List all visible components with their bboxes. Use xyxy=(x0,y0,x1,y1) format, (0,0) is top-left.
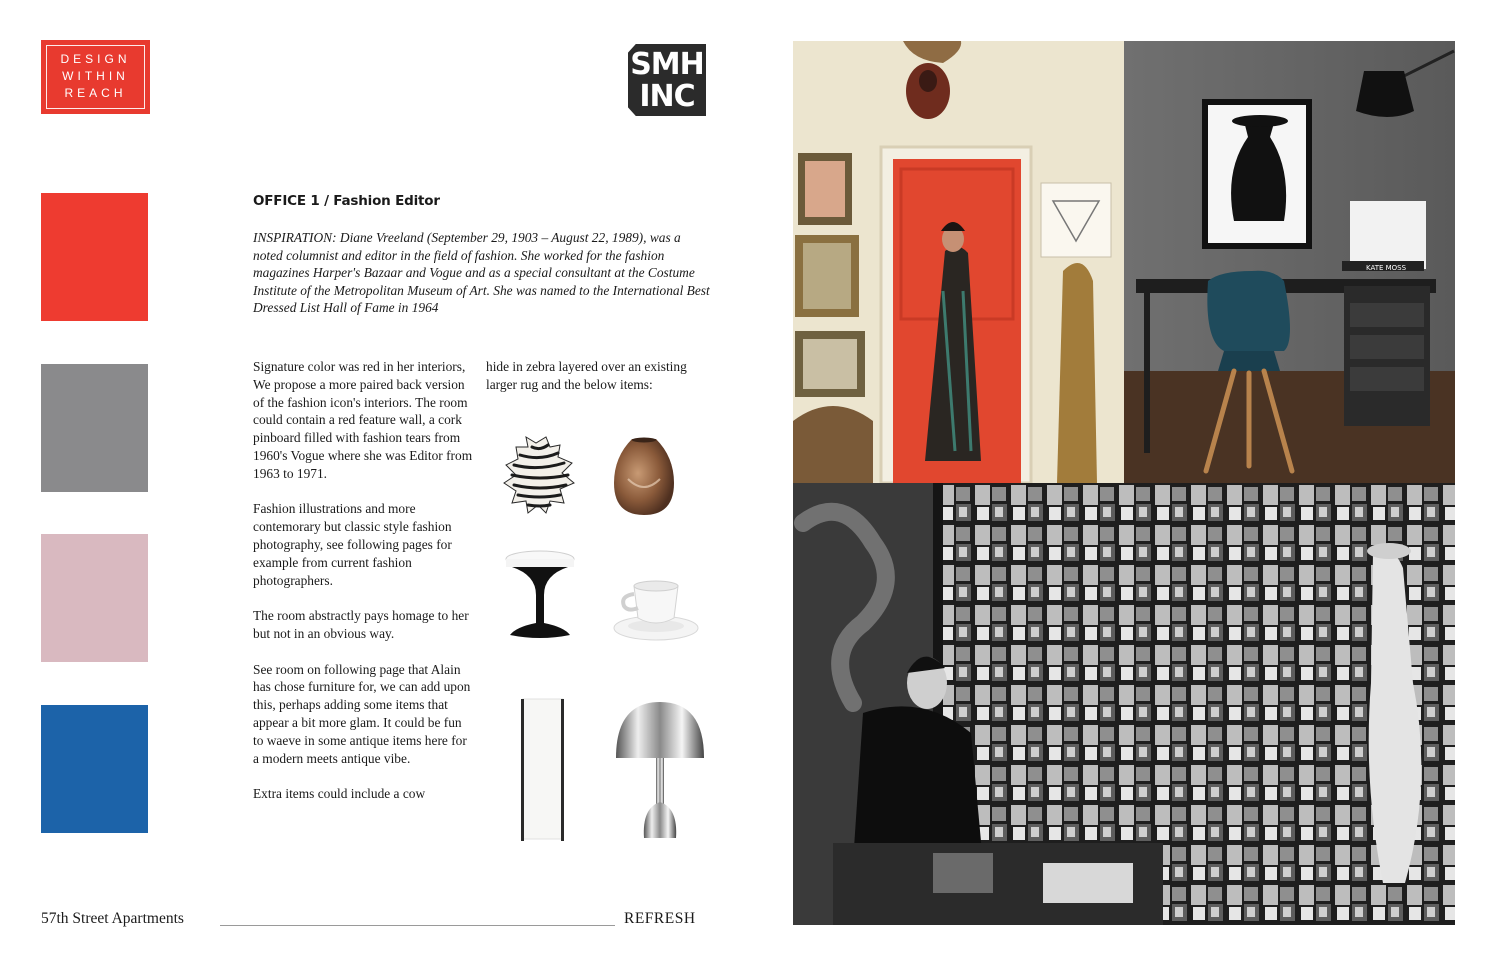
red-door-portrait-illustration xyxy=(793,41,1124,483)
swatch-pink xyxy=(41,534,148,662)
zebra-rug-icon xyxy=(502,433,578,517)
body-column-left xyxy=(253,358,475,821)
logo-line-1: DESIGN xyxy=(60,52,131,66)
chrome-lamp-icon xyxy=(612,698,708,844)
body-column-right xyxy=(486,358,708,411)
inspiration-text: INSPIRATION: Diane Vreeland (September 29, 1903 – August 22, 1989), was a noted columnist and editor in the field of fashion. She worked for the fashion magazines Harper's Bazaar and Vogue and as a special consultant at the Costume Institute of the Metropolitan Museum of Art. She was named to the International Best Dressed List Hall of Fame in 1964 xyxy=(253,230,710,316)
swatch-blue xyxy=(41,705,148,833)
design-within-reach-logo xyxy=(41,40,150,114)
paragraph-homage: The room abstractly pays homage to her but not in an obvious way. xyxy=(253,608,469,641)
page-title: OFFICE 1 / Fashion Editor xyxy=(253,193,440,209)
smh-logo-line-2: INC xyxy=(639,79,695,114)
logo-line-2: WITHIN xyxy=(62,69,129,83)
footer-section-label: REFRESH xyxy=(624,910,696,927)
tulip-stool-icon xyxy=(504,549,576,641)
swatch-gray xyxy=(41,364,148,492)
paragraph-extra-items: Extra items could include a cow xyxy=(253,786,426,802)
paragraph-following-page: See room on following page that Alain has chose furniture for, we can add upon this, perhaps adding some items that appear a bit more glam. It could be fun to waeve in some antique items here for a modern meets antique vibe. xyxy=(253,661,471,766)
book-spine-label: KATE MOSS xyxy=(1366,264,1407,272)
photo-vreeland-office-bw xyxy=(793,483,1455,925)
floor-mirror-icon xyxy=(519,697,569,843)
swatch-red xyxy=(41,193,148,321)
smh-logo-line-1: SMH xyxy=(630,47,704,82)
desk-workspace-illustration xyxy=(1124,41,1455,483)
paragraph-signature-color: Signature color was red in her interiors, We propose a more paired back version of the fashion icon's interiors. The room could contain a red feature wall, a cork pinboard filled with fashion tears from 1960's Vogue where she was Editor from 1963 to 1971. xyxy=(253,359,473,481)
amber-vase-icon xyxy=(612,435,676,517)
paragraph-extra-items-cont: hide in zebra layered over an existing larger rug and the below items: xyxy=(486,359,687,392)
office-bw-illustration xyxy=(793,483,1455,925)
footer-divider xyxy=(220,925,615,926)
logo-line-3: REACH xyxy=(64,86,127,100)
footer-project-name: 57th Street Apartments xyxy=(41,910,184,927)
paragraph-fashion-illustrations: Fashion illustrations and more contemorary but classic style fashion photography, see following pages for example from current fashion photographers. xyxy=(253,501,452,588)
cup-saucer-icon xyxy=(612,576,700,642)
smh-inc-logo xyxy=(628,44,706,116)
photo-desk-workspace xyxy=(1124,41,1455,483)
photo-red-door-portrait xyxy=(793,41,1124,483)
